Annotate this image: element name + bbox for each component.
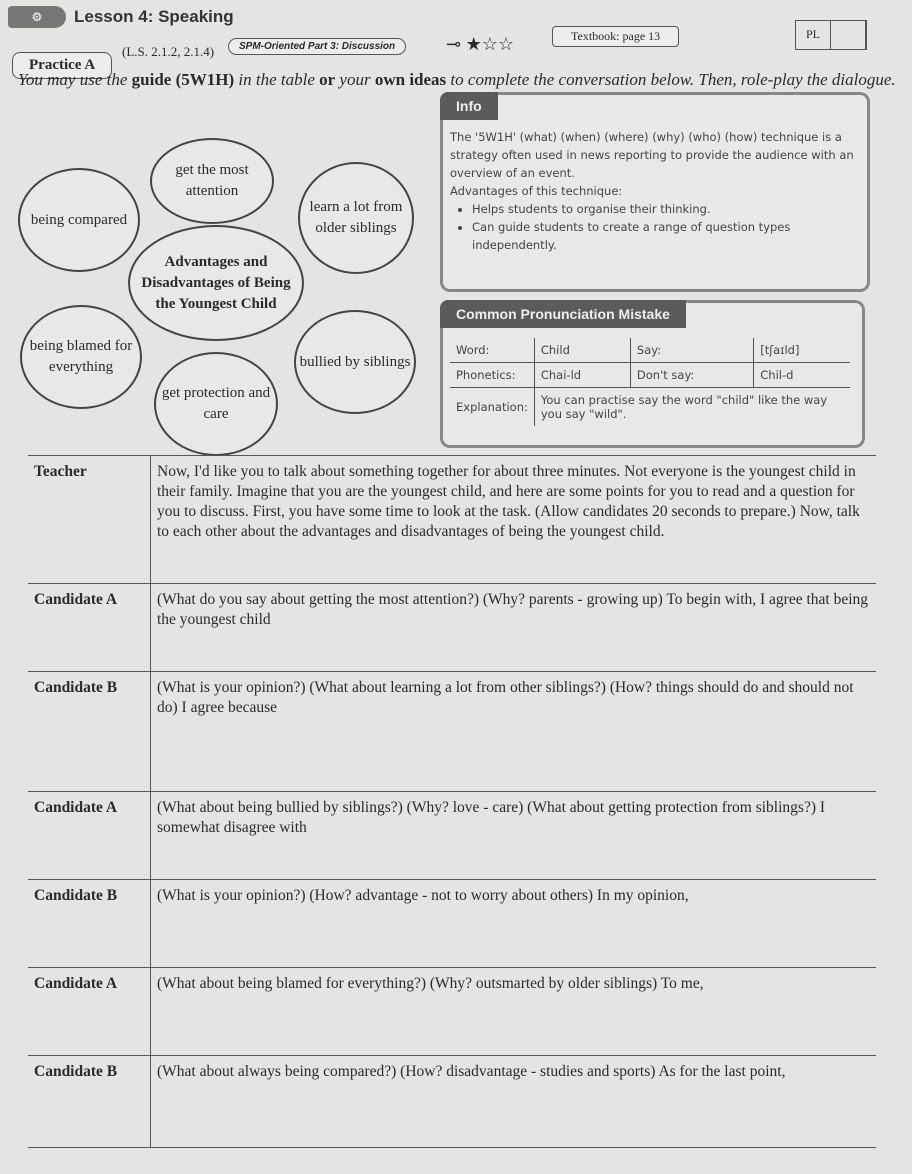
conversation-table [28, 455, 876, 1148]
difficulty-rating [446, 34, 514, 55]
table-row [28, 1056, 876, 1148]
table-row [28, 672, 876, 792]
table-row [28, 880, 876, 968]
mindmap-node: get the most attention [150, 138, 274, 224]
cell: [tʃaɪld] [754, 338, 850, 363]
speaker: Candidate A [28, 584, 151, 672]
spm-badge: SPM-Oriented Part 3: Discussion [228, 38, 406, 55]
info-text: The '5W1H' (what) (when) (where) (why) (who) (how) technique is a strategy often used in news reporting to provide the audience with an overview of an event. [450, 130, 854, 180]
dialogue-text[interactable]: (What about being blamed for everything?) (Why? outsmarted by older siblings) To me, [151, 968, 877, 1056]
mindmap-node: get protection and care [154, 352, 278, 456]
pl-box [795, 20, 867, 50]
lesson-header [8, 6, 234, 28]
textbook-ref: Textbook: page 13 [552, 26, 679, 47]
cell: Explanation: [456, 400, 528, 414]
cell: Child [534, 338, 630, 363]
speaker: Candidate A [28, 968, 151, 1056]
pronunciation-table [450, 338, 850, 426]
info-title: Info [440, 92, 498, 120]
dialogue-text[interactable]: (What about always being compared?) (How? disadvantage - studies and sports) As for the last point, [151, 1056, 877, 1148]
dialogue-text[interactable]: (What is your opinion?) (How? advantage - not to worry about others) In my opinion, [151, 880, 877, 968]
dialogue-text[interactable]: (What about being bullied by siblings?) (Why? love - care) (What about getting protection from siblings?) I somewhat disagree with [151, 792, 877, 880]
standards: (L.S. 2.1.2, 2.1.4) [122, 44, 215, 59]
cell: Say: [630, 338, 753, 363]
pl-label: PL [796, 21, 831, 49]
speaker: Teacher [28, 456, 151, 584]
info-adv-title: Advantages of this technique: [450, 184, 623, 198]
info-bullet: • Can guide students to create a range of question types independently. [472, 218, 860, 254]
info-bullet: • Helps students to organise their thinking. [472, 200, 860, 218]
mindmap-node: being blamed for everything [20, 305, 142, 409]
table-row [28, 456, 876, 584]
cell: Chil-d [754, 363, 850, 388]
table-row [28, 584, 876, 672]
cell: You can practise say the word "child" like the way you say "wild". [534, 388, 850, 427]
mindmap-node: being compared [18, 168, 140, 272]
pronunciation-box [440, 300, 865, 448]
speaker: Candidate B [28, 880, 151, 968]
key-icon: ⊸ [446, 34, 466, 54]
cell: Chai-ld [534, 363, 630, 388]
mindmap-center: Advantages and Disadvantages of Being the Youngest Child [128, 225, 304, 341]
pronunciation-title: Common Pronunciation Mistake [440, 300, 686, 328]
cell: Word: [450, 338, 534, 363]
table-row [28, 968, 876, 1056]
instruction: You may use the guide (5W1H) in the table or your own ideas to complete the conversation below. Then, role-play the dialogue. [18, 70, 896, 89]
pl-empty [831, 21, 866, 49]
info-box [440, 92, 870, 292]
table-row [28, 792, 876, 880]
mindmap-node: bullied by siblings [294, 310, 416, 414]
cell: Phonetics: [450, 363, 534, 388]
speaker: Candidate B [28, 1056, 151, 1148]
cell: Don't say: [630, 363, 753, 388]
lesson-title: Lesson 4: Speaking [74, 7, 234, 26]
speaker: Candidate A [28, 792, 151, 880]
star-rating: ★☆☆ [465, 34, 515, 54]
practice-label: Practice A [12, 52, 112, 79]
speaker: Candidate B [28, 672, 151, 792]
lesson-logo-icon: ⚙ [8, 6, 66, 28]
dialogue-text[interactable]: (What do you say about getting the most attention?) (Why? parents - growing up) To begin with, I agree that being the youngest child [151, 584, 877, 672]
dialogue-text: Now, I'd like you to talk about something together for about three minutes. Not everyone is the youngest child in their family. Imagine that you are the youngest child, and here are some points for you to read and a question for you to discuss. First, you have some time to look at the task. (Allow candidates 20 seconds to prepare.) Now, talk to each other about the advantages and disadvantages of being the youngest child. [151, 456, 877, 584]
mindmap-node: learn a lot from older siblings [298, 162, 414, 274]
dialogue-text[interactable]: (What is your opinion?) (What about learning a lot from other siblings?) (How? things should do and should not do) I agree because [151, 672, 877, 792]
